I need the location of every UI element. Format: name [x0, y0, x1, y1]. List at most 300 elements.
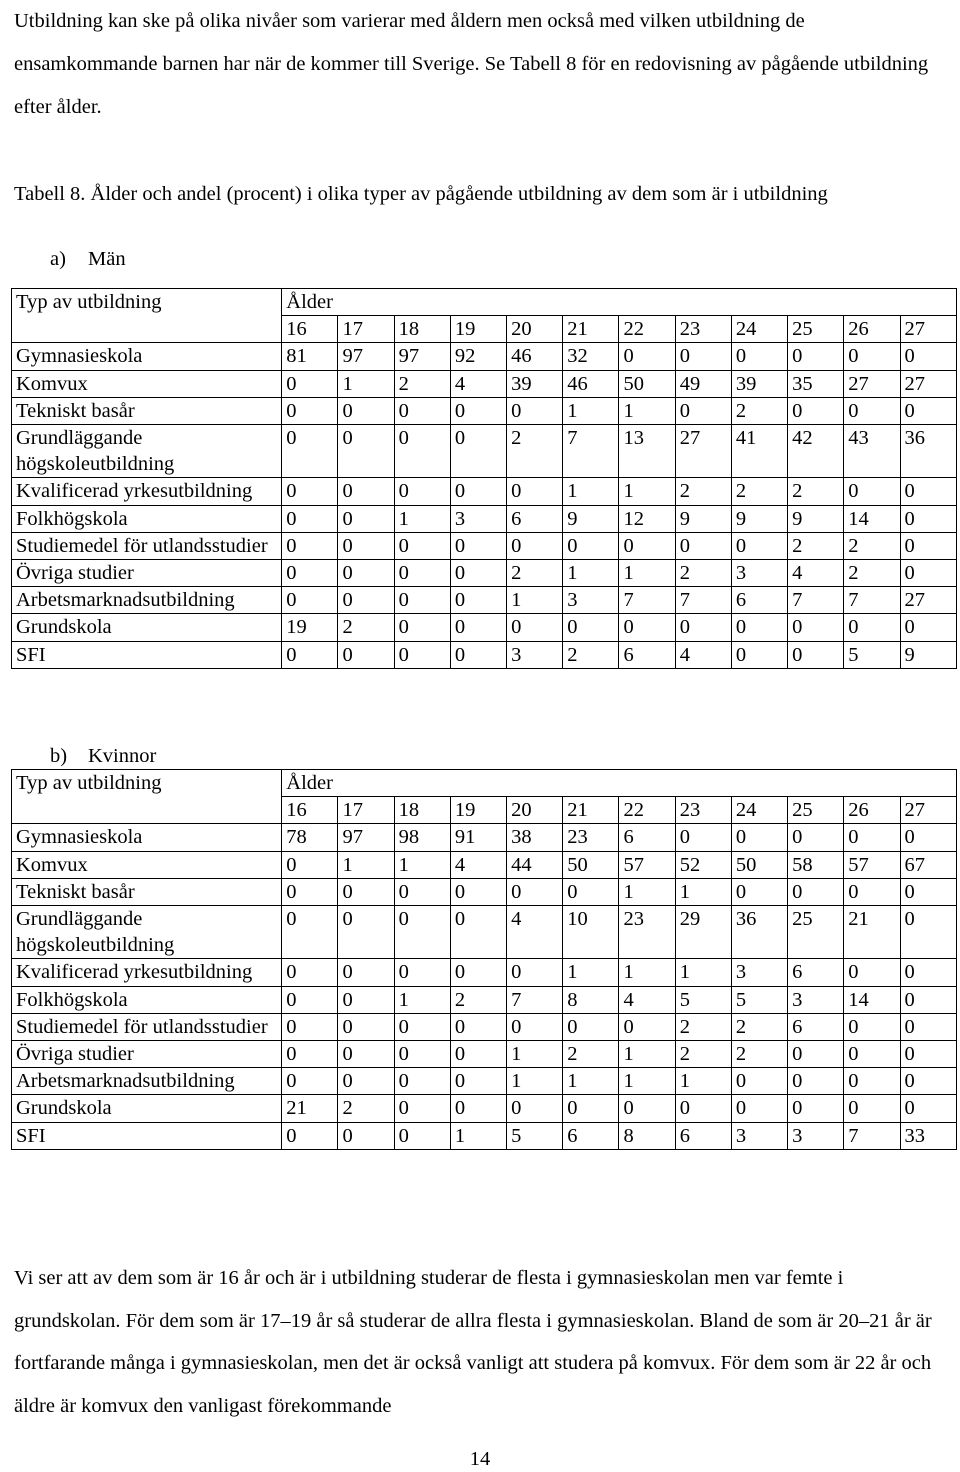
value-cell: 6 — [788, 1013, 844, 1040]
value-cell: 13 — [619, 425, 675, 478]
value-cell: 2 — [675, 560, 731, 587]
value-cell: 2 — [675, 1013, 731, 1040]
age-header-cell: 16 — [282, 316, 338, 343]
value-cell: 0 — [338, 478, 394, 505]
value-cell: 0 — [900, 959, 957, 986]
value-cell: 0 — [282, 478, 338, 505]
value-cell: 1 — [394, 505, 450, 532]
value-cell: 97 — [394, 343, 450, 370]
value-cell: 0 — [338, 560, 394, 587]
value-cell: 0 — [394, 1041, 450, 1068]
row-label: Arbetsmarknadsutbildning — [12, 1068, 282, 1095]
value-cell: 0 — [450, 1041, 506, 1068]
age-header-cell: 26 — [844, 316, 900, 343]
value-cell: 98 — [394, 824, 450, 851]
value-cell: 2 — [338, 1095, 394, 1122]
age-header-cell: 21 — [563, 797, 619, 824]
subtable-label: b) — [50, 745, 68, 767]
age-header-cell: 22 — [619, 316, 675, 343]
value-cell: 2 — [844, 560, 900, 587]
row-label: SFI — [12, 641, 282, 668]
value-cell: 52 — [675, 851, 731, 878]
value-cell: 0 — [394, 425, 450, 478]
value-cell: 0 — [900, 397, 957, 424]
value-cell: 4 — [507, 906, 563, 959]
value-cell: 0 — [394, 1013, 450, 1040]
value-cell: 29 — [675, 906, 731, 959]
value-cell: 0 — [338, 878, 394, 905]
row-label: Övriga studier — [12, 1041, 282, 1068]
age-header-cell: 18 — [394, 797, 450, 824]
value-cell: 1 — [619, 959, 675, 986]
value-cell: 0 — [394, 614, 450, 641]
value-cell: 78 — [282, 824, 338, 851]
value-cell: 5 — [675, 986, 731, 1013]
value-cell: 0 — [338, 641, 394, 668]
value-cell: 0 — [282, 878, 338, 905]
value-cell: 0 — [282, 986, 338, 1013]
value-cell: 0 — [619, 532, 675, 559]
value-cell: 5 — [731, 986, 787, 1013]
value-cell: 36 — [731, 906, 787, 959]
value-cell: 0 — [338, 1041, 394, 1068]
value-cell: 21 — [844, 906, 900, 959]
value-cell: 0 — [507, 532, 563, 559]
value-cell: 0 — [450, 587, 506, 614]
value-cell: 0 — [788, 878, 844, 905]
age-header-cell: 17 — [338, 316, 394, 343]
page-number: 14 — [469, 1448, 491, 1470]
value-cell: 4 — [619, 986, 675, 1013]
value-cell: 0 — [450, 614, 506, 641]
value-cell: 1 — [619, 878, 675, 905]
value-cell: 1 — [675, 878, 731, 905]
value-cell: 50 — [619, 370, 675, 397]
row-label: Gymnasieskola — [12, 824, 282, 851]
value-cell: 0 — [507, 878, 563, 905]
value-cell: 33 — [900, 1122, 957, 1149]
table-row — [12, 641, 957, 668]
value-cell: 0 — [394, 878, 450, 905]
value-cell: 0 — [338, 505, 394, 532]
value-cell: 0 — [788, 614, 844, 641]
value-cell: 0 — [844, 1041, 900, 1068]
value-cell: 9 — [731, 505, 787, 532]
value-cell: 0 — [394, 1122, 450, 1149]
value-cell: 1 — [450, 1122, 506, 1149]
value-cell: 4 — [450, 370, 506, 397]
value-cell: 1 — [619, 560, 675, 587]
value-cell: 0 — [900, 560, 957, 587]
value-cell: 0 — [844, 878, 900, 905]
value-cell: 4 — [675, 641, 731, 668]
table-row — [12, 878, 957, 905]
table-caption: Tabell 8. Ålder och andel (procent) i olika typer av pågående utbildning av dem som är i utbildning — [14, 183, 828, 205]
value-cell: 0 — [338, 1068, 394, 1095]
value-cell: 0 — [675, 1095, 731, 1122]
age-header-cell: 22 — [619, 797, 675, 824]
value-cell: 67 — [900, 851, 957, 878]
value-cell: 0 — [900, 1095, 957, 1122]
value-cell: 50 — [563, 851, 619, 878]
value-cell: 0 — [731, 1068, 787, 1095]
value-cell: 0 — [900, 505, 957, 532]
value-cell: 2 — [731, 397, 787, 424]
value-cell: 0 — [619, 1013, 675, 1040]
value-cell: 0 — [394, 641, 450, 668]
row-label: Grundläggande högskoleutbildning — [12, 906, 282, 959]
value-cell: 1 — [675, 959, 731, 986]
row-label: Gymnasieskola — [12, 343, 282, 370]
row-label: Kvalificerad yrkesutbildning — [12, 478, 282, 505]
age-header-cell: 18 — [394, 316, 450, 343]
value-cell: 2 — [563, 1041, 619, 1068]
value-cell: 1 — [619, 478, 675, 505]
value-cell: 4 — [788, 560, 844, 587]
value-cell: 0 — [282, 851, 338, 878]
value-cell: 0 — [450, 906, 506, 959]
value-cell: 0 — [282, 370, 338, 397]
value-cell: 0 — [282, 959, 338, 986]
value-cell: 35 — [788, 370, 844, 397]
value-cell: 7 — [844, 1122, 900, 1149]
value-cell: 14 — [844, 986, 900, 1013]
value-cell: 0 — [338, 1013, 394, 1040]
value-cell: 21 — [282, 1095, 338, 1122]
value-cell: 1 — [563, 478, 619, 505]
age-header-cell: 20 — [507, 797, 563, 824]
value-cell: 1 — [338, 851, 394, 878]
value-cell: 2 — [507, 425, 563, 478]
row-label: Komvux — [12, 370, 282, 397]
value-cell: 7 — [675, 587, 731, 614]
value-cell: 0 — [282, 560, 338, 587]
value-cell: 3 — [731, 560, 787, 587]
value-cell: 97 — [338, 343, 394, 370]
value-cell: 0 — [675, 614, 731, 641]
value-cell: 0 — [338, 959, 394, 986]
subtable-label: a) — [50, 248, 66, 270]
value-cell: 6 — [675, 1122, 731, 1149]
value-cell: 10 — [563, 906, 619, 959]
value-cell: 58 — [788, 851, 844, 878]
value-cell: 43 — [844, 425, 900, 478]
table-row — [12, 906, 957, 959]
age-header-cell: 20 — [507, 316, 563, 343]
value-cell: 0 — [394, 478, 450, 505]
value-cell: 0 — [788, 1068, 844, 1095]
subtable-title: Män — [88, 248, 126, 270]
subtable-heading-a — [50, 246, 126, 272]
value-cell: 0 — [675, 824, 731, 851]
value-cell: 0 — [675, 532, 731, 559]
row-label: Folkhögskola — [12, 986, 282, 1013]
value-cell: 0 — [844, 824, 900, 851]
value-cell: 2 — [731, 1041, 787, 1068]
table-row — [12, 1068, 957, 1095]
value-cell: 5 — [507, 1122, 563, 1149]
age-header-cell: 24 — [731, 797, 787, 824]
value-cell: 0 — [788, 824, 844, 851]
value-cell: 2 — [788, 478, 844, 505]
value-cell: 2 — [844, 532, 900, 559]
value-cell: 0 — [563, 878, 619, 905]
value-cell: 0 — [394, 532, 450, 559]
value-cell: 9 — [675, 505, 731, 532]
value-cell: 9 — [788, 505, 844, 532]
value-cell: 3 — [788, 1122, 844, 1149]
value-cell: 19 — [282, 614, 338, 641]
value-cell: 6 — [619, 641, 675, 668]
closing-paragraph: Vi ser att av dem som är 16 år och är i utbildning studerar de flesta i gymnasieskolan men var femte i grundskolan. För dem som är 17–19 år så studerar de allra flesta i gymnasieskolan. Bland de som är 20–21 år är fortfarande många i gymnasieskolan, men det är också vanligt att studera på komvux. För dem som är 22 år och äldre är komvux den vanligast förekommande — [14, 1267, 932, 1417]
value-cell: 1 — [338, 370, 394, 397]
value-cell: 57 — [844, 851, 900, 878]
value-cell: 0 — [731, 614, 787, 641]
table-row — [12, 1013, 957, 1040]
value-cell: 92 — [450, 343, 506, 370]
value-cell: 0 — [844, 397, 900, 424]
value-cell: 0 — [507, 614, 563, 641]
table-row — [12, 824, 957, 851]
value-cell: 1 — [507, 587, 563, 614]
row-label: Grundläggande högskoleutbildning — [12, 425, 282, 478]
value-cell: 0 — [282, 587, 338, 614]
value-cell: 0 — [282, 1013, 338, 1040]
value-cell: 0 — [900, 478, 957, 505]
value-cell: 9 — [563, 505, 619, 532]
value-cell: 0 — [338, 425, 394, 478]
age-header-cell: 19 — [450, 316, 506, 343]
value-cell: 1 — [394, 986, 450, 1013]
value-cell: 0 — [450, 641, 506, 668]
value-cell: 0 — [507, 959, 563, 986]
value-cell: 0 — [619, 1095, 675, 1122]
value-cell: 0 — [731, 824, 787, 851]
value-cell: 1 — [619, 397, 675, 424]
value-cell: 0 — [450, 478, 506, 505]
row-label: Tekniskt basår — [12, 878, 282, 905]
value-cell: 0 — [282, 397, 338, 424]
age-header-cell: 23 — [675, 316, 731, 343]
table-row — [12, 425, 957, 478]
value-cell: 0 — [844, 614, 900, 641]
value-cell: 7 — [788, 587, 844, 614]
age-header-cell: 19 — [450, 797, 506, 824]
value-cell: 0 — [450, 532, 506, 559]
table-row — [12, 587, 957, 614]
value-cell: 49 — [675, 370, 731, 397]
value-cell: 0 — [844, 959, 900, 986]
value-cell: 0 — [394, 397, 450, 424]
column-header-type: Typ av utbildning — [12, 770, 282, 824]
value-cell: 0 — [282, 532, 338, 559]
value-cell: 0 — [450, 560, 506, 587]
value-cell: 1 — [394, 851, 450, 878]
value-cell: 3 — [507, 641, 563, 668]
value-cell: 1 — [619, 1068, 675, 1095]
value-cell: 0 — [394, 587, 450, 614]
value-cell: 0 — [619, 343, 675, 370]
value-cell: 2 — [563, 641, 619, 668]
value-cell: 3 — [788, 986, 844, 1013]
column-header-type: Typ av utbildning — [12, 289, 282, 343]
value-cell: 0 — [900, 1041, 957, 1068]
value-cell: 0 — [450, 959, 506, 986]
row-label: SFI — [12, 1122, 282, 1149]
value-cell: 14 — [844, 505, 900, 532]
value-cell: 0 — [450, 1013, 506, 1040]
value-cell: 0 — [900, 532, 957, 559]
age-header-cell: 17 — [338, 797, 394, 824]
value-cell: 0 — [900, 986, 957, 1013]
value-cell: 0 — [450, 878, 506, 905]
table-row — [12, 370, 957, 397]
value-cell: 39 — [731, 370, 787, 397]
value-cell: 39 — [507, 370, 563, 397]
value-cell: 6 — [731, 587, 787, 614]
subtable-heading-b — [50, 743, 156, 769]
value-cell: 0 — [844, 1095, 900, 1122]
value-cell: 0 — [731, 532, 787, 559]
value-cell: 41 — [731, 425, 787, 478]
value-cell: 97 — [338, 824, 394, 851]
value-cell: 2 — [450, 986, 506, 1013]
value-cell: 23 — [619, 906, 675, 959]
value-cell: 0 — [675, 397, 731, 424]
row-label: Kvalificerad yrkesutbildning — [12, 959, 282, 986]
value-cell: 3 — [731, 1122, 787, 1149]
value-cell: 27 — [900, 587, 957, 614]
value-cell: 7 — [619, 587, 675, 614]
value-cell: 0 — [900, 614, 957, 641]
value-cell: 0 — [563, 532, 619, 559]
value-cell: 0 — [394, 1068, 450, 1095]
value-cell: 0 — [282, 641, 338, 668]
value-cell: 42 — [788, 425, 844, 478]
value-cell: 38 — [507, 824, 563, 851]
value-cell: 0 — [507, 478, 563, 505]
age-header-cell: 24 — [731, 316, 787, 343]
value-cell: 0 — [731, 1095, 787, 1122]
table-row — [12, 343, 957, 370]
value-cell: 0 — [394, 906, 450, 959]
value-cell: 0 — [788, 343, 844, 370]
value-cell: 6 — [507, 505, 563, 532]
table-row — [12, 532, 957, 559]
table-row — [12, 614, 957, 641]
value-cell: 7 — [563, 425, 619, 478]
value-cell: 2 — [675, 478, 731, 505]
table-header-row — [12, 770, 957, 797]
value-cell: 6 — [788, 959, 844, 986]
value-cell: 0 — [282, 1041, 338, 1068]
row-label: Studiemedel för utlandsstudier — [12, 532, 282, 559]
value-cell: 0 — [450, 397, 506, 424]
value-cell: 2 — [731, 1013, 787, 1040]
value-cell: 0 — [338, 587, 394, 614]
value-cell: 0 — [394, 959, 450, 986]
value-cell: 25 — [788, 906, 844, 959]
age-header-cell: 16 — [282, 797, 338, 824]
value-cell: 0 — [675, 343, 731, 370]
value-cell: 0 — [900, 824, 957, 851]
value-cell: 0 — [900, 343, 957, 370]
value-cell: 0 — [394, 560, 450, 587]
value-cell: 0 — [900, 878, 957, 905]
intro-paragraph: Utbildning kan ske på olika nivåer som varierar med åldern men också med vilken utbildning de ensamkommande barnen har när de kommer till Sverige. Se Tabell 8 för en redovisning av pågående utbildning efter ålder. — [14, 10, 929, 118]
value-cell: 0 — [282, 1068, 338, 1095]
value-cell: 0 — [788, 1095, 844, 1122]
value-cell: 36 — [900, 425, 957, 478]
value-cell: 0 — [450, 425, 506, 478]
value-cell: 2 — [788, 532, 844, 559]
row-label: Grundskola — [12, 1095, 282, 1122]
table-row — [12, 959, 957, 986]
table-row — [12, 1122, 957, 1149]
table-row — [12, 505, 957, 532]
age-header-cell: 23 — [675, 797, 731, 824]
subtable-title: Kvinnor — [88, 745, 157, 767]
value-cell: 0 — [338, 532, 394, 559]
value-cell: 0 — [788, 1041, 844, 1068]
value-cell: 9 — [900, 641, 957, 668]
value-cell: 0 — [394, 1095, 450, 1122]
age-header-cell: 27 — [900, 316, 957, 343]
row-label: Komvux — [12, 851, 282, 878]
value-cell: 1 — [675, 1068, 731, 1095]
value-cell: 0 — [563, 1095, 619, 1122]
value-cell: 27 — [844, 370, 900, 397]
value-cell: 6 — [619, 824, 675, 851]
value-cell: 32 — [563, 343, 619, 370]
age-header-cell: 25 — [788, 316, 844, 343]
age-header-cell: 26 — [844, 797, 900, 824]
column-header-age: Ålder — [282, 770, 957, 797]
value-cell: 12 — [619, 505, 675, 532]
value-cell: 0 — [282, 906, 338, 959]
value-cell: 0 — [338, 397, 394, 424]
value-cell: 2 — [675, 1041, 731, 1068]
table-row — [12, 560, 957, 587]
value-cell: 46 — [507, 343, 563, 370]
value-cell: 1 — [563, 959, 619, 986]
value-cell: 91 — [450, 824, 506, 851]
value-cell: 0 — [450, 1068, 506, 1095]
value-cell: 27 — [900, 370, 957, 397]
value-cell: 81 — [282, 343, 338, 370]
column-header-age: Ålder — [282, 289, 957, 316]
value-cell: 0 — [788, 641, 844, 668]
value-cell: 0 — [338, 906, 394, 959]
row-label: Arbetsmarknadsutbildning — [12, 587, 282, 614]
value-cell: 0 — [731, 343, 787, 370]
value-cell: 0 — [338, 1122, 394, 1149]
row-label: Studiemedel för utlandsstudier — [12, 1013, 282, 1040]
table-row — [12, 1095, 957, 1122]
value-cell: 23 — [563, 824, 619, 851]
value-cell: 0 — [282, 505, 338, 532]
value-cell: 8 — [563, 986, 619, 1013]
value-cell: 0 — [619, 614, 675, 641]
value-cell: 3 — [731, 959, 787, 986]
age-header-cell: 27 — [900, 797, 957, 824]
table-row — [12, 478, 957, 505]
value-cell: 8 — [619, 1122, 675, 1149]
value-cell: 2 — [394, 370, 450, 397]
table-header-row — [12, 289, 957, 316]
value-cell: 0 — [844, 1068, 900, 1095]
value-cell: 6 — [563, 1122, 619, 1149]
